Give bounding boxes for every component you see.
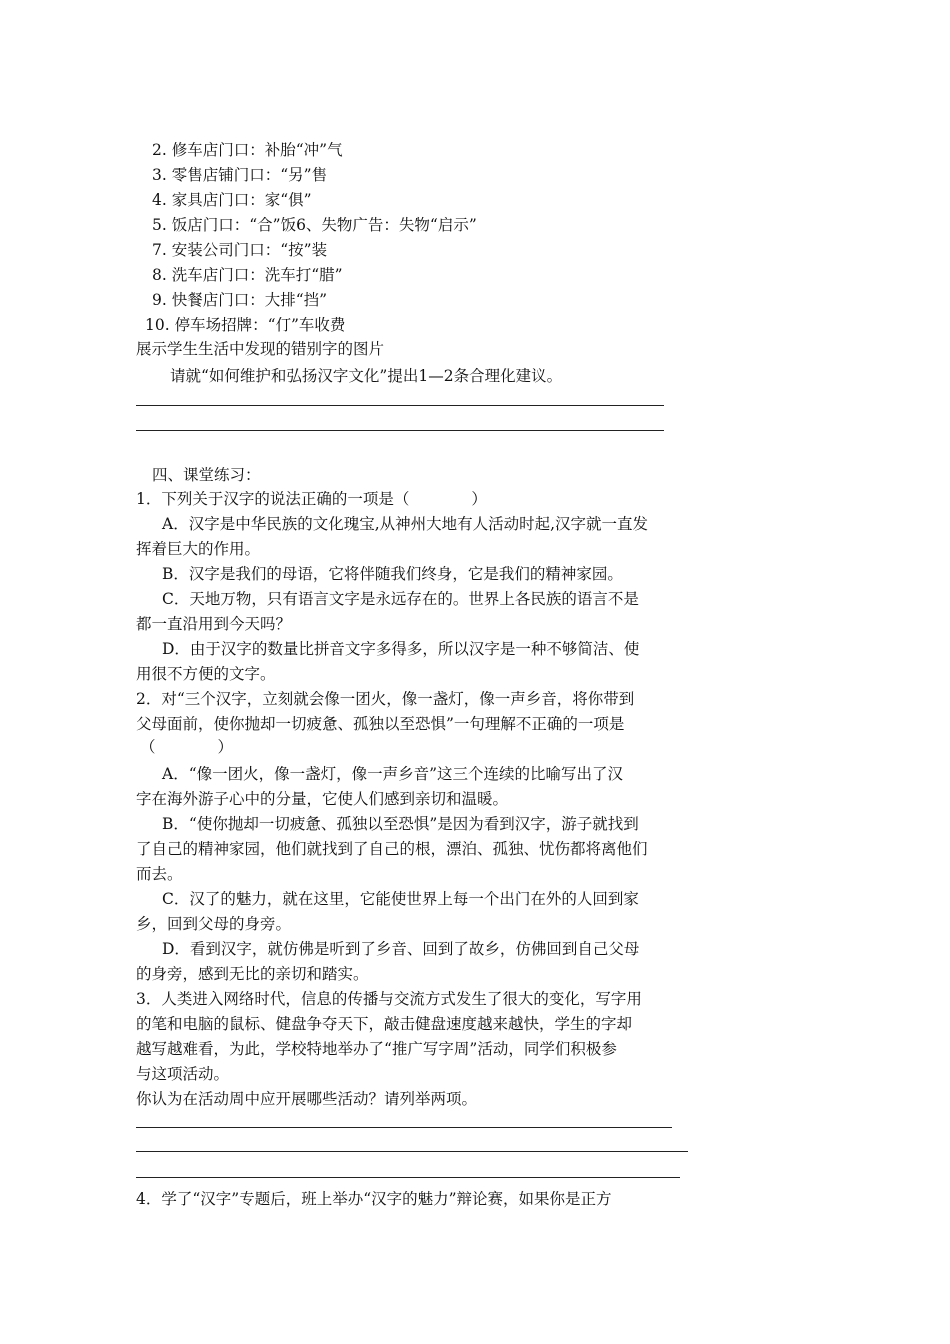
q1-option-c: C．天地万物，只有语言文字是永远存在的。世界上各民族的语言不是 (162, 590, 639, 608)
q1-option-b: B．汉字是我们的母语，它将伴随我们终身，它是我们的精神家园。 (162, 565, 623, 583)
q1-option-c-cont: 都一直沿用到今天吗？ (136, 615, 292, 633)
q3-text-cont2: 越写越难看，为此，学校特地举办了“推广写字周”活动，同学们积极参 (136, 1040, 617, 1058)
sign-item-3: 3. 零售店铺门口：“另”售 (152, 166, 328, 184)
answer-line[interactable] (136, 430, 664, 431)
q2-option-a: A．“像一团火，像一盏灯，像一声乡音”这三个连续的比喻写出了汉 (162, 765, 624, 783)
q1-option-a: A．汉字是中华民族的文化瑰宝,从神州大地有人活动时起,汉字就一直发 (162, 515, 649, 533)
section-title: 四、课堂练习： (152, 466, 261, 484)
q2-option-c: C．汉了的魅力，就在这里，它能使世界上每一个出门在外的人回到家 (162, 890, 639, 908)
answer-line[interactable] (136, 1177, 680, 1178)
q2-option-b: B．“使你抛却一切疲惫、孤独以至恐惧”是因为看到汉字，游子就找到 (162, 815, 639, 833)
q2-answer-bracket: （ ） (140, 738, 234, 756)
q1-option-d-cont: 用很不方便的文字。 (136, 665, 276, 683)
answer-line[interactable] (136, 1151, 688, 1152)
sign-item-5-6: 5. 饭店门口：“合”饭6、失物广告：失物“启示” (152, 216, 477, 234)
q4-text: 4．学了“汉字”专题后，班上举办“汉字的魅力”辩论赛，如果你是正方 (136, 1190, 612, 1208)
q3-text-cont3: 与这项活动。 (136, 1065, 230, 1083)
sign-item-2: 2. 修车店门口：补胎“冲”气 (152, 141, 343, 159)
q2-option-a-cont: 字在海外游子心中的分量，它使人们感到亲切和温暖。 (136, 790, 509, 808)
sign-item-8: 8. 洗车店门口：洗车打“腊” (152, 266, 343, 284)
q2-option-d-cont: 的身旁，感到无比的亲切和踏实。 (136, 965, 369, 983)
q2-option-b-cont2: 而去。 (136, 865, 183, 883)
answer-line[interactable] (136, 405, 664, 406)
answer-line[interactable] (136, 1127, 672, 1128)
suggestion-prompt: 请就“如何维护和弘扬汉字文化”提出1—2条合理化建议。 (170, 367, 563, 385)
sign-item-4: 4. 家具店门口：家“俱” (152, 191, 312, 209)
sign-item-10: 10. 停车场招牌：“仃”车收费 (145, 316, 346, 334)
q1-option-a-cont: 挥着巨大的作用。 (136, 540, 261, 558)
q2-stem-cont: 父母面前，使你抛却一切疲惫、孤独以至恐惧”一句理解不正确的一项是 (136, 715, 625, 733)
q3-text-cont: 的笔和电脑的鼠标、健盘争夺天下，敲击健盘速度越来越快，学生的字却 (136, 1015, 633, 1033)
q1-option-d: D．由于汉字的数量比拼音文字多得多，所以汉字是一种不够简洁、使 (162, 640, 640, 658)
q2-option-d: D．看到汉字，就仿佛是听到了乡音、回到了故乡，仿佛回到自己父母 (162, 940, 640, 958)
sign-item-7: 7. 安装公司门口：“按”装 (152, 241, 328, 259)
show-pictures-text: 展示学生生活中发现的错别字的图片 (136, 340, 385, 358)
q3-text: 3．人类进入网络时代，信息的传播与交流方式发生了很大的变化，写字用 (136, 990, 642, 1008)
q2-option-c-cont: 乡，回到父母的身旁。 (136, 915, 292, 933)
q3-prompt: 你认为在活动周中应开展哪些活动？请列举两项。 (136, 1090, 478, 1108)
q2-stem: 2．对“三个汉字，立刻就会像一团火，像一盏灯，像一声乡音，将你带到 (136, 690, 635, 708)
q1-stem: 1．下列关于汉字的说法正确的一项是（ ） (136, 490, 487, 508)
q2-option-b-cont: 了自己的精神家园，他们就找到了自己的根，漂泊、孤独、忧伤都将离他们 (136, 840, 648, 858)
sign-item-9: 9. 快餐店门口：大排“挡” (152, 291, 328, 309)
